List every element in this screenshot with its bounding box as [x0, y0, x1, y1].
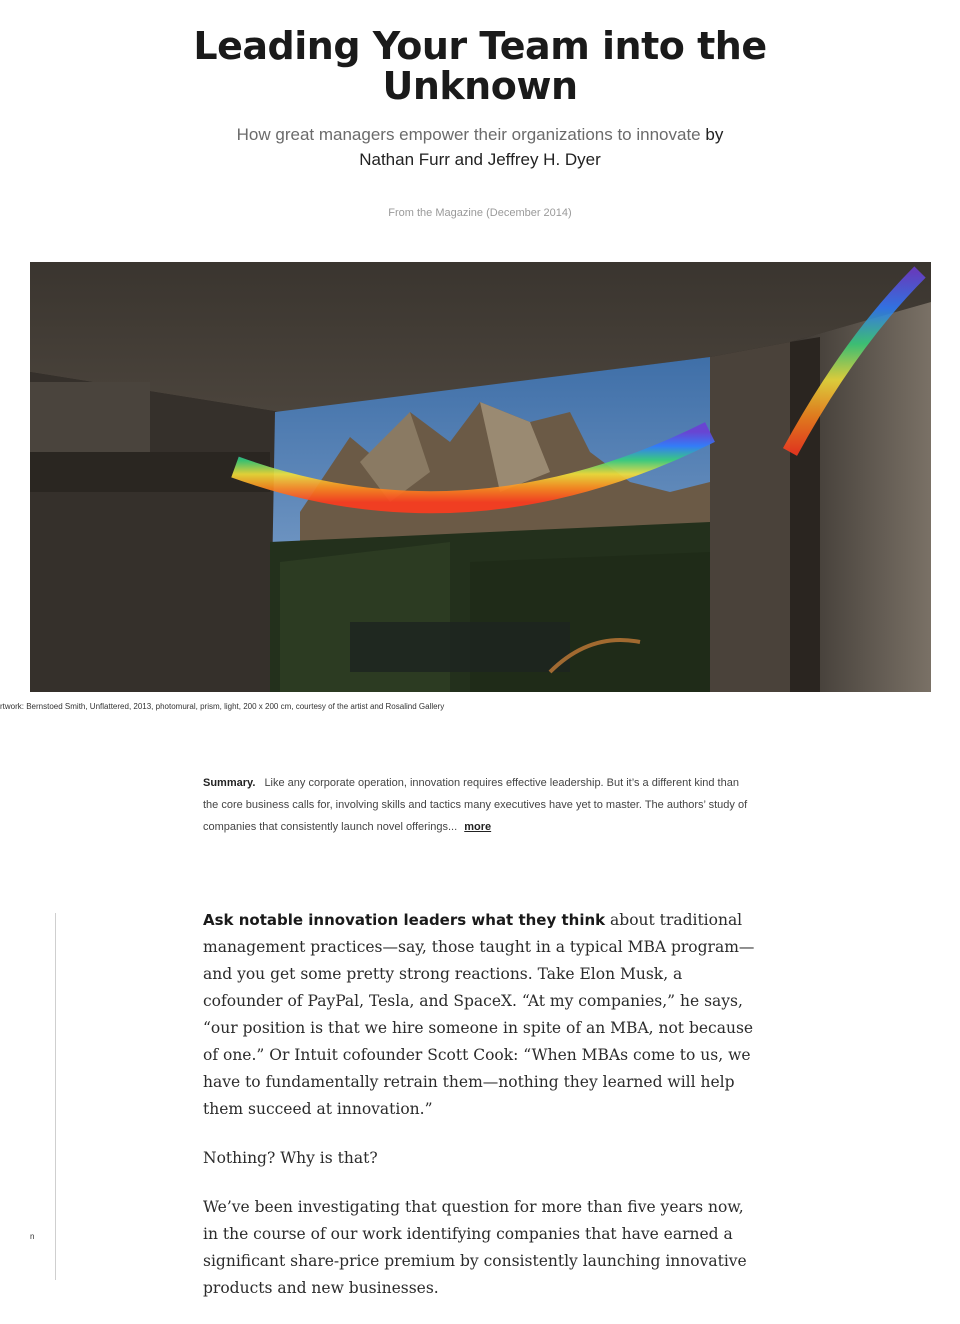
sidebar-mark[interactable]: n — [30, 1232, 35, 1241]
body-paragraph-1-text: about traditional management practices—say, those taught in a typical MBA program—and you get some pretty strong reactions. Take Elon Musk, a cofounder of PayPal, Tesla, and SpaceX. “At my companies,” he says, “our position is that we hire someone in spite of an MBA, not because of one.” Or Intuit cofounder Scott Cook: “When MBAs come to us, we have to fundamentally retrain them—nothing they learned will help them succeed at innovation.” — [203, 911, 755, 1118]
body-paragraph-2: Nothing? Why is that? — [203, 1149, 378, 1167]
article-subtitle — [180, 122, 780, 172]
article-body — [203, 907, 758, 1324]
article-authors[interactable]: Nathan Furr and Jeffrey H. Dyer — [359, 150, 601, 169]
byline-prefix: by — [705, 125, 724, 144]
image-caption: rtwork: Bernstoed Smith, Unflattered, 2013, photomural, prism, light, 200 x 200 cm, courtesy of the artist and Rosalind Gallery — [0, 702, 445, 711]
summary-text: Like any corporate operation, innovation requires effective leadership. But it’s a different kind than the core business calls for, involving skills and tactics many executives have yet to master. The authors’ study of companies that consistently launch novel offerings... — [203, 777, 748, 833]
body-paragraph-3: We’ve been investigating that question for more than five years now, in the course of our work identifying companies that have earned a significant share-price premium by consistently launching innovative products and new businesses. — [203, 1198, 747, 1297]
magazine-source[interactable]: From the Magazine (December 2014) — [388, 207, 572, 219]
left-margin-rule — [55, 913, 56, 1280]
body-paragraph-1 — [203, 907, 758, 1123]
hero-image — [30, 262, 931, 692]
lead-in: Ask notable innovation leaders what they think — [203, 911, 606, 929]
summary-more-link[interactable]: more — [464, 821, 492, 833]
article-dek: How great managers empower their organizations to innovate — [236, 125, 701, 144]
article-title: Leading Your Team into the Unknown — [193, 24, 767, 108]
summary-block — [203, 772, 755, 838]
summary-label: Summary. — [203, 777, 256, 789]
hero-artwork — [30, 262, 931, 692]
